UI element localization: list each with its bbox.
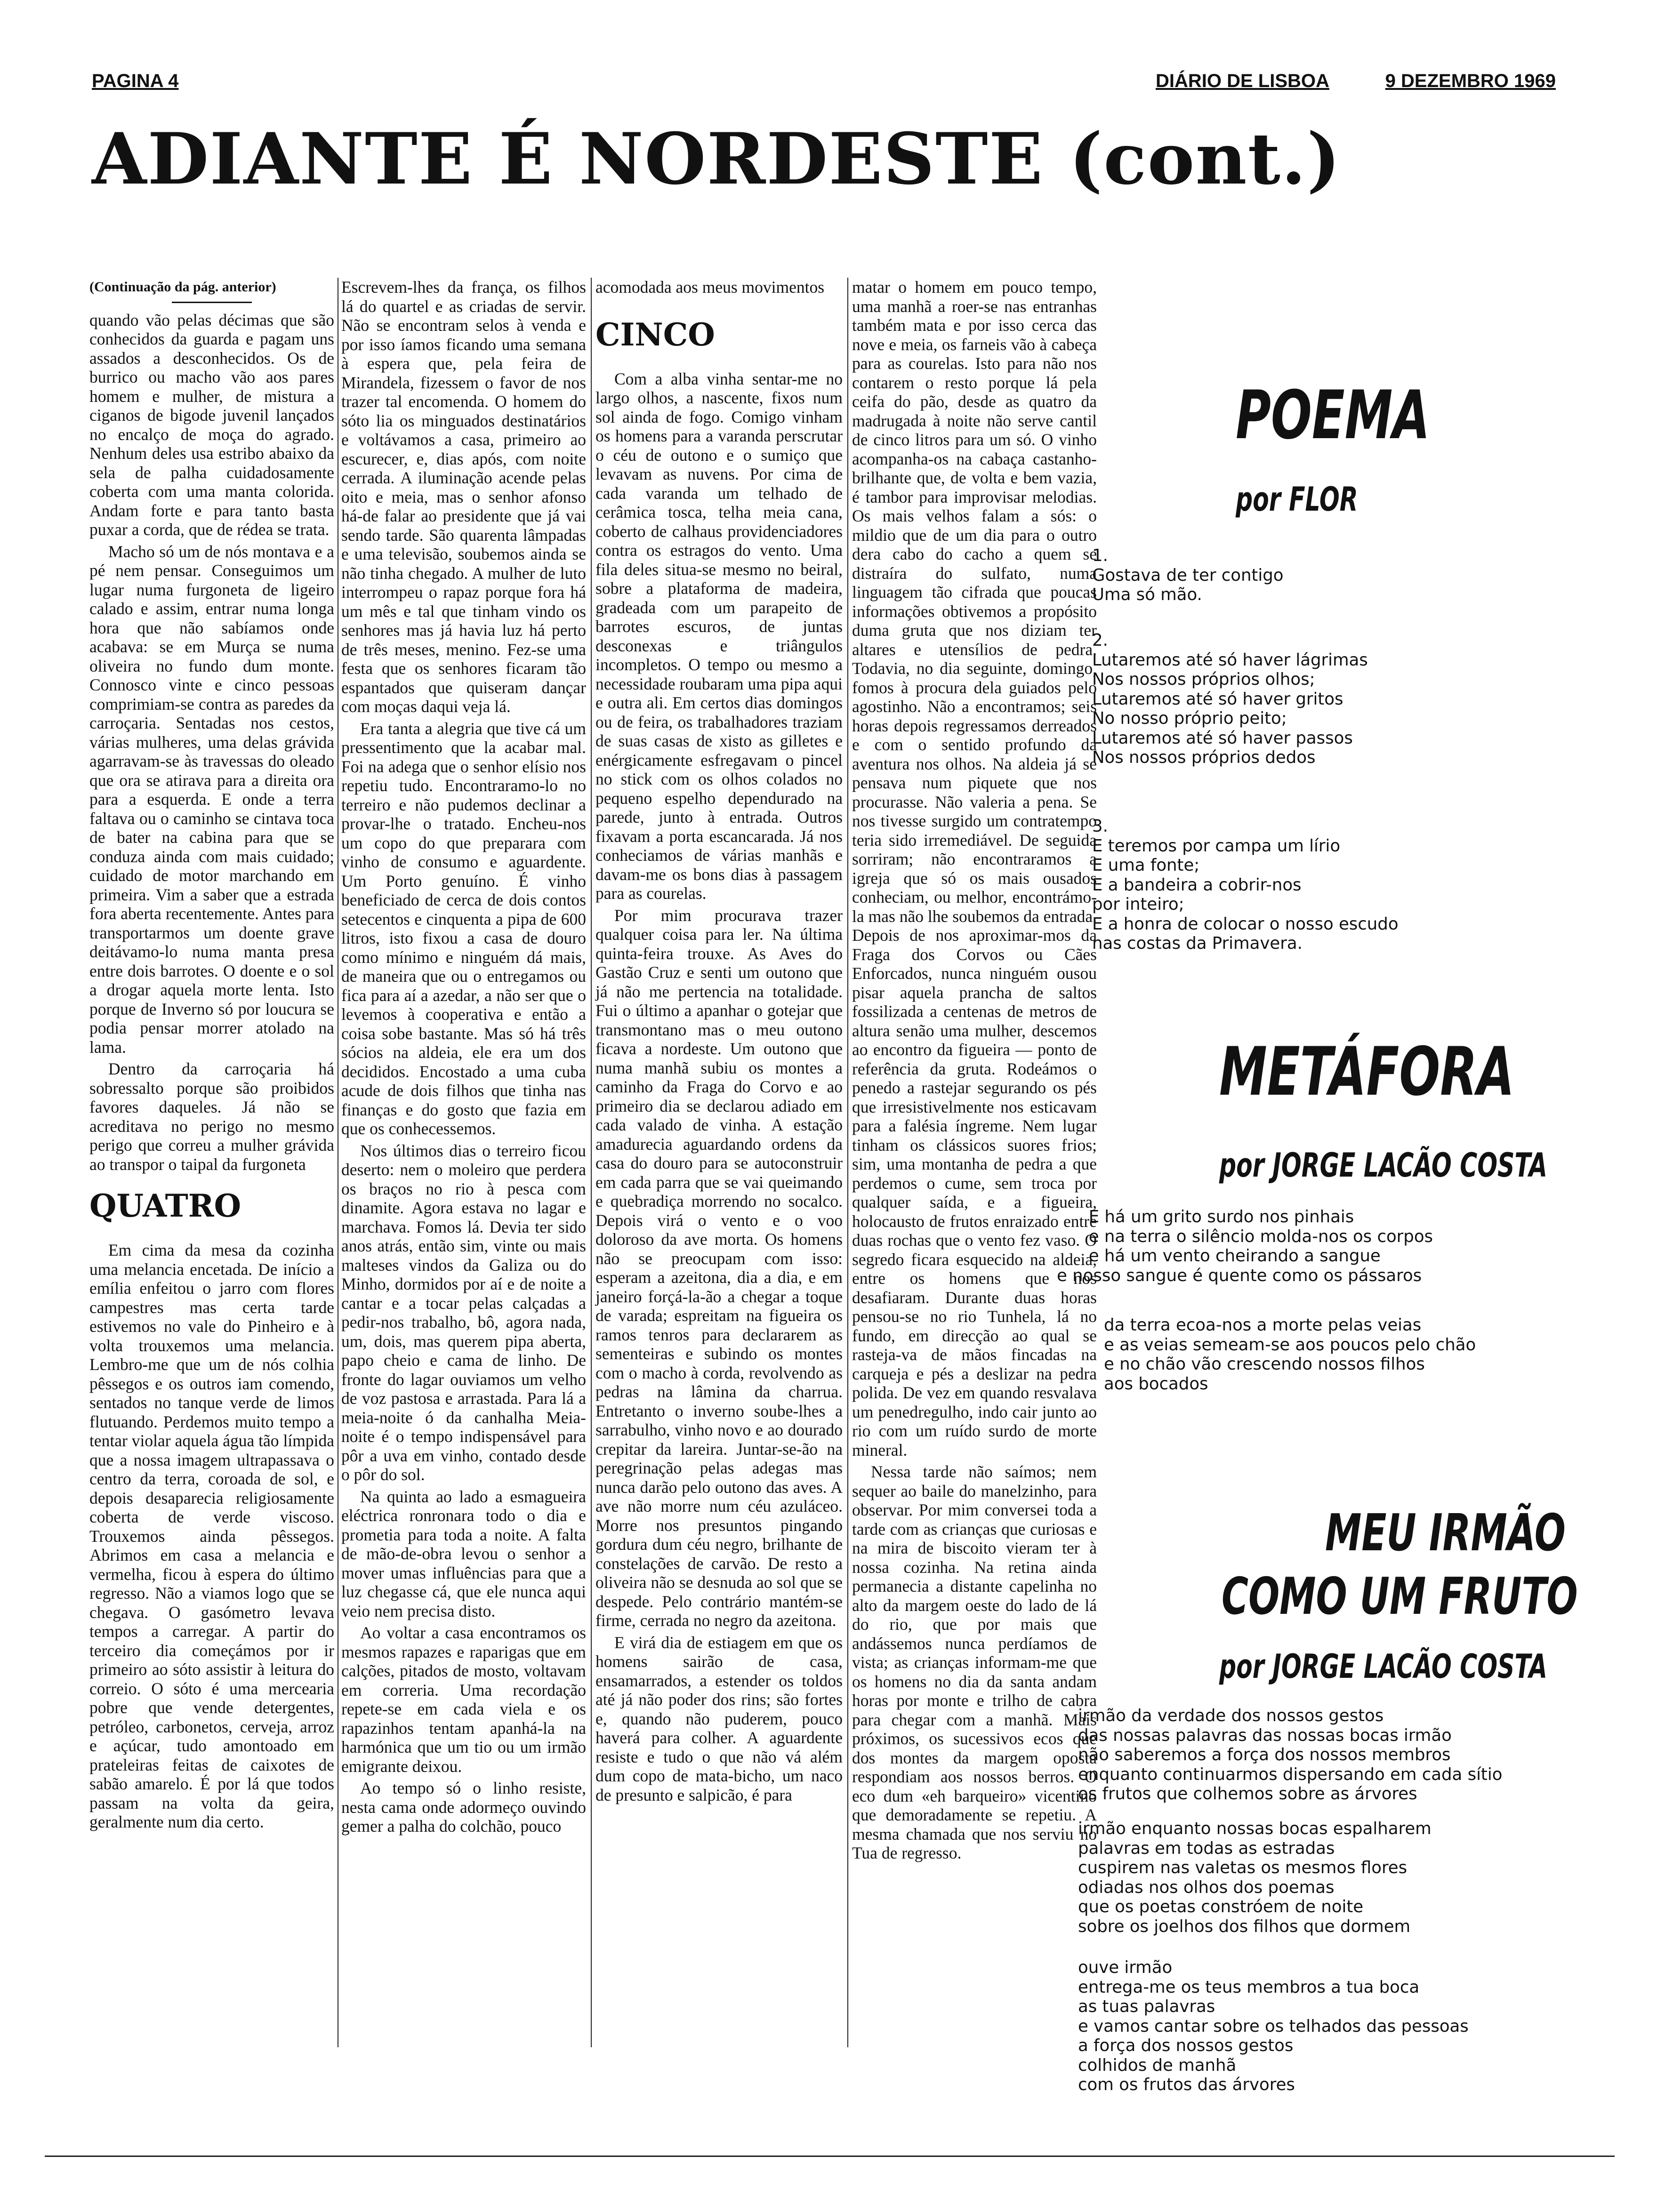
poem-title-metafora: METÁFORA bbox=[1219, 1033, 1515, 1111]
issue-date: 9 DEZEMBRO 1969 bbox=[1385, 71, 1556, 91]
column-divider bbox=[847, 278, 848, 2047]
poem-stanza: 1. Gostava de ter contigo Uma só mão. bbox=[1092, 546, 1284, 604]
poem-stanza: irmão da verdade dos nossos gestos das nossas palavras das nossas bocas irmão não saberemos a força dos nossos membros enquanto continuarmos dispersando em cada sítio os frutos que colhemos sobre as árvores bbox=[1078, 1706, 1503, 1803]
poem-stanza: E há um grito surdo nos pinhais e na terra o silêncio molda-nos os corpos e há um vento cheirando a sangue e nosso sangue é quente como os pássaros bbox=[1057, 1207, 1433, 1285]
poem-title-poema: POEMA bbox=[1236, 377, 1430, 454]
paragraph: Em cima da mesa da cozinha uma melancia encetada. De início a emília enfeitou o jarro com flores campestres mas certa tarde estivemos no vale do Pinheiro e à volta trouxemos uma melancia. Lembro-me que um de nós colhia pêssegos e os outros iam comendo, sentados no tanque verde de limos flutuando. Perdemos muito tempo a tentar violar aquela água tão límpida que a nossa imagem ultrapassava o centro da terra, coroada de sol, e depois desaparecia religiosamente coberta de verde viscoso. Trouxemos ainda pêssegos. Abrimos em casa a melancia e vermelha, ficou à espera do último regresso. Não a viamos logo que se chegava. O gasómetro levava tempos a carregar. A partir do terceiro dia começámos por ir primeiro ao sóto assistir à leitura do correio. O sóto é uma mercearia pobre que vende detergentes, petróleo, carbonetos, cerveja, arroz e açúcar, tudo amontoado em prateleiras feitas de caixotes de sabão amarelo. É por lá que todos passam na volta da geira, geralmente num dia certo. bbox=[89, 1241, 334, 1831]
paragraph: Por mim procurava trazer qualquer coisa para ler. Na última quinta-feira trouxe. As Aves do Gastão Cruz e senti um outono que já não me pertencia na totalidade. Fui o último a apanhar o gotejar que transmontano mas o meu outono ficava a nordeste. Um outono que numa manhã subiu os montes a caminho da Fraga do Corvo e ao primeiro dia se declarou adiado em cada valado de vinha. A estação amadurecia aguardando ordens da casa do douro para se autoconstruir em cada parra que se vai queimando e quebradiça morrendo no socalco. Depois virá o vento e o voo doloroso da ave morta. Os homens não se preocupam com isso: esperam a azeitona, dia a dia, e em janeiro forçá-la-ão a chegar a toque de varada; espreitam na figueira os ramos tenros para declararem as sementeiras e subindo os montes com o macho à corda, revolvendo as pedras na lâmina da charrua. Entretanto o inverno soube-lhes a sarrabulho, vinho novo e ao dourado crepitar da lareira. Juntar-se-ão na peregrinação pelas adegas mas nunca darão pelo outono das aves. A ave não morre num céu azuláceo. Morre nos presuntos pingando gordura dum céu negro, brilhante de constelações de carvão. De resto a oliveira não se desnuda ao sol que se despede. Pelo contrário mantém-se firme, cerrada no negro da azeitona. bbox=[595, 906, 843, 1630]
article-column-1 bbox=[89, 278, 334, 1835]
paragraph: Com a alba vinha sentar-me no largo olhos, a nascente, fixos num sol ainda de fogo. Comigo vinham os homens para a varanda perscrutar o céu de outono e o sumiço que levavam as nuvens. Por cima de cada varanda um telhado de cerâmica tosca, telha meia cana, coberto de calhaus providenciadores contra os estragos do vento. Uma fila deles situa-se mesmo no beiral, sobre a plataforma de madeira, gradeada com um parapeito de barrotes escuros, de juntas desconexas e triângulos incompletos. O tempo ou mesmo a necessidade roubaram uma pipa aqui e outra ali. Em certos dias domingos ou de feira, os trabalhadores traziam de suas casas de xisto as gilletes e enérgicamente esfregavam o pincel no stick com os olhos colados no pequeno espelho dependurado na parede, junto à entrada. Outros fixavam a porta escancarada. Já nos conheciamos de várias manhãs e davam-me os bons dias à passagem para as courelas. bbox=[595, 369, 843, 903]
article-column-3 bbox=[595, 278, 843, 1807]
paragraph: Na quinta ao lado a esmagueira eléctrica ronronara todo o dia e prometia para toda a noite. A falta de mão-de-obra levou o senhor a mover umas influências para que a luz chegasse cá, que ele nunca aqui veio nem precisa disto. bbox=[341, 1487, 586, 1620]
column-divider bbox=[591, 278, 592, 2047]
poem-author-metafora: por JORGE LACÃO COSTA bbox=[1219, 1146, 1547, 1185]
paragraph: Dentro da carroçaria há sobressalto porque são proibidos favores daqueles. Já não se acreditava no perigo no mesmo perigo que correu a mulher grávida ao transpor o taipal da furgoneta bbox=[89, 1059, 334, 1174]
poem-stanza: 3. E teremos por campa um lírio E uma fonte; E a bandeira a cobrir-nos por inteiro; E a honra de colocar o nosso escudo nas costas da Primavera. bbox=[1092, 817, 1399, 953]
newspaper-name: DIÁRIO DE LISBOA bbox=[1156, 71, 1329, 91]
divider bbox=[172, 302, 252, 303]
poem-title-meu-irmao: MEU IRMÃO bbox=[1325, 1504, 1566, 1563]
paragraph: Nos últimos dias o terreiro ficou deserto: nem o moleiro que perdera os braços no rio à pesca com dinamite. Agora estava no lagar e marchava. Fomos lá. Devia ter sido anos atrás, então sim, vinte ou mais malteses vindos da Galiza ou do Minho, dormidos por aí e de noite a cantar e a tocar pelas calçadas a pedir-nos trabalho, bô, agora nada, um, dois, mas querem pipa aberta, papo cheio e cama de linho. De fronte do lagar ouviamos um velho de voz pastosa e arrastada. Para lá a meia-noite ó da canhalha Meia-noite é o tempo indispensável para pôr a uva em vinho, contado desde o pôr do sol. bbox=[341, 1141, 586, 1484]
paragraph: matar o homem em pouco tempo, uma manhã a roer-se nas entranhas também mata e por isso cerca das nove e meia, os farneis vão à cabeça para as courelas. Isto para não nos contarem o resto porque lá pela ceifa do pão, desde as quatro da madrugada à noite não serve cantil de cinco litros para um só. O vinho acompanha-os na cabaça castanho-brilhante que, de volta e bem vazia, é tambor para improvisar melodias. Os mais velhos falam a sós: o mildio que de um dia para o outro dera cabo do cacho a quem se distraíra do sulfato, numa linguagem tão cifrada que poucas informações obtivemos a propósito duma gruta que nos diziam ter altares e utensílios de pedra. Todavia, no dia seguinte, domingo, fomos à procura dela guiados pelo agostinho. Não a encontramos; seis horas depois regressamos derreados e com o sentido profundo da aventura nos olhos. Na aldeia já se pensava num piquete que nos procurasse. Não valeria a pena. Se nos tivesse surgido um contratempo teria sido irremediável. De seguida sorriram; não encontraramos a igreja que só os mais ousados conheciam, ou melhor, encontrámo-la mas não lhe soubemos da entrada. Depois de nos aproximar-mos da Fraga dos Corvos ou Cães Enforcados, nunca ninguém ousou pisar aquela prancha de saltos fossilizada a centenas de metros de altura senão uma mulher, descemos ao encontro da figueira — ponto de referência da gruta. Rodeámos o penedo a rastejar segurando os pés que irresistivelmente nos esticavam para a falésia íngreme. Nem lugar tinham os clássicos suores frios; sim, uma montanha de pedra a que perdemos o cume, sem troca por qualquer saída, e a figueira, holocausto de frutos enraizado entre duas rochas que o vento fez vaso. O segredo ficara esquecido na aldeia, entre os homens que nos desafiaram. Durante duas horas pensou-se no rio Tunhela, lá no fundo, em direcção ao qual se rasteja-va de mãos fincadas na carqueja e pés a deslizar na pedra polida. De vez em quando resvalava um penedregulho, indo cair junto ao rio com um ruído surdo de morte mineral. bbox=[852, 278, 1097, 1459]
paragraph: Nessa tarde não saímos; nem sequer ao baile do manelzinho, para observar. Por mim conversei toda a tarde com as crianças que curiosas e na mira de biscoito vieram ter à nossa cozinha. Na retina ainda permanecia a distante capelinha no alto da margem oeste do lado de lá do rio, que por mais que andássemos nunca perdíamos de vista; as crianças informam-me que os homens no dia da santa andam horas por monte e trilho de cabra para chegar com a manhã. Mais próximos, os sucessivos ecos que dos montes da margem oposta respondiam aos nossos berros. O eco dum «eh barqueiro» vicentino que demoradamente se repetiu. A mesma chamada que nos serviu no Tua de regresso. bbox=[852, 1462, 1097, 1862]
page-number: PAGINA 4 bbox=[92, 71, 179, 91]
page-header bbox=[92, 71, 1556, 94]
paragraph: Era tanta a alegria que tive cá um pressentimento que la acabar mal. Foi na adega que o senhor elísio nos repetiu tudo. Encontraramo-lo no terreiro e não pudemos declinar a provar-lhe o tratado. Encheu-nos um copo do que preparara com vinho de consumo e aguardente. Um Porto genuíno. É vinho beneficiado de cerca de dois contos setecentos e cinquenta a pipa de 600 litros, isto fixou a casa de douro como mínimo e ninguém dá mais, de maneira que ou o entregamos ou fica para aí a azedar, a não ser que o levemos à cooperativa e então a coisa sobe bastante. Mas só há três sócios na aldeia, ele era um dos decididos. Encostado a uma cuba acude de dois filhos que tinha nas finanças e do gosto que fazia em que os conhecessemos. bbox=[341, 719, 586, 1138]
paragraph: acomodada aos meus movimentos bbox=[595, 278, 825, 297]
poem-author-meu-irmao: por JORGE LACÃO COSTA bbox=[1219, 1647, 1547, 1686]
paragraph: Escrevem-lhes da frança, os filhos lá do quartel e as criadas de servir. Não se encontram selos à venda e por isso íamos ficando uma semana à espera que, pela feira de Mirandela, fizessem o favor de nos trazer tal encomenda. O homem do sóto lia os minguados destinatários e voltávamos a casa, primeiro ao escurecer, e, dias após, com noite cerrada. A iluminação acende pelas oito e meia, mas o senhor afonso há-de falar ao presidente que já vai sendo tarde. São quarenta lâmpadas e uma televisão, soubemos ainda se não tinha chegado. A mulher de luto interrompeu o rapaz porque fora há um mês e tal que tinham vindo os senhores mas já havia luz há perto de três meses, menino. Fez-se uma festa que os senhores ficaram tão espantados que quiseram dançar com moças daqui veja lá. bbox=[341, 278, 586, 716]
section-title-quatro: QUATRO bbox=[89, 1187, 241, 1224]
article-column-4 bbox=[852, 278, 1097, 1866]
paragraph: Macho só um de nós montava e a pé nem pensar. Conseguimos um lugar numa furgoneta de ligeiro calado e assim, entrar numa longa hora que não sabíamos onde acabava: se em Murça se numa oliveira no fundo dum monte. Connosco vinte e cinco pessoas comprimiam-se contra as paredes da carroçaria. Sentadas nos cestos, várias mulheres, uma delas grávida agarravam-se às travessas do oleado que ora se atirava para a direita ora para a esquerda. E onde a terra faltava ou o caminho se cintava toca de bater na cabina para que se conduza ainda com mais cuidado; cuidado de motor marchando em primeira. Vim a saber que a estrada fora aberta recentemente. Antes para transportarmos um doente grave deitávamo-lo numa manta presa entre dois barrotes. O doente e o sol a drogar aquela morte lenta. Isto porque de Inverno só por loucura se podia pensar morrer atolado na lama. bbox=[89, 542, 334, 1057]
page-bottom-rule bbox=[45, 2156, 1615, 2157]
headline: ADIANTE É NORDESTE (cont.) bbox=[92, 118, 1342, 200]
article-column-2 bbox=[341, 278, 586, 1839]
section-title-cinco: CINCO bbox=[595, 316, 715, 353]
continuation-note: (Continuação da pág. anterior) bbox=[89, 279, 276, 295]
poem-stanza: 2. Lutaremos até só haver lágrimas Nos nossos próprios olhos; Lutaremos até só haver gritos No nosso próprio peito; Lutaremos até só haver passos Nos nossos próprios dedos bbox=[1092, 631, 1368, 767]
poem-stanza: ouve irmão entrega-me os teus membros a tua boca as tuas palavras e vamos cantar sobre os telhados das pessoas a força dos nossos gestos colhidos de manhã com os frutos das árvores bbox=[1078, 1958, 1469, 2094]
paragraph: E virá dia de estiagem em que os homens sairão de casa, ensamarrados, a estender os toldos até já não poder dos rins; são fortes e, quando não puderem, pouco haverá para colher. A aguardente resiste e tudo o que não vá além dum copo de mata-bicho, um naco de presunto e salpicão, é para bbox=[595, 1633, 843, 1804]
poem-stanza: irmão enquanto nossas bocas espalharem palavras em todas as estradas cuspirem nas valetas os mesmos flores odiadas nos olhos dos poemas que os poetas constróem de noite sobre os joelhos dos filhos que dormem bbox=[1078, 1819, 1432, 1936]
paragraph: Ao voltar a casa encontramos os mesmos rapazes e raparigas que em calções, pitados de mosto, voltavam em correria. Uma recordação repete-se em cada viela e os rapazinhos tentam apanhá-la na harmónica que um tio ou um irmão emigrante deixou. bbox=[341, 1623, 586, 1776]
poem-stanza: da terra ecoa-nos a morte pelas veias e as veias semeam-se aos poucos pelo chão e no chão vão crescendo nossos filhos aos bocados bbox=[1104, 1315, 1476, 1394]
paragraph: Ao tempo só o linho resiste, nesta cama onde adormeço ouvindo gemer a palha do colchão, pouco bbox=[341, 1779, 586, 1835]
poem-author-poema: por FLOR bbox=[1236, 480, 1358, 519]
paragraph: quando vão pelas décimas que são conhecidos da guarda e pagam uns assados a desconhecidos. Os de burrico ou macho vão aos pares homem e mulher, de mistura a ciganos de bigode juvenil lançados no encalço de moça do agrado. Nenhum deles usa estribo abaixo da sela de palha cuidadosamente coberta com uma manta colorida. Andam forte e para tanto basta puxar a corda, que de rédea se trata. bbox=[89, 310, 334, 539]
poem-title-como-um-fruto: COMO UM FRUTO bbox=[1222, 1567, 1578, 1626]
